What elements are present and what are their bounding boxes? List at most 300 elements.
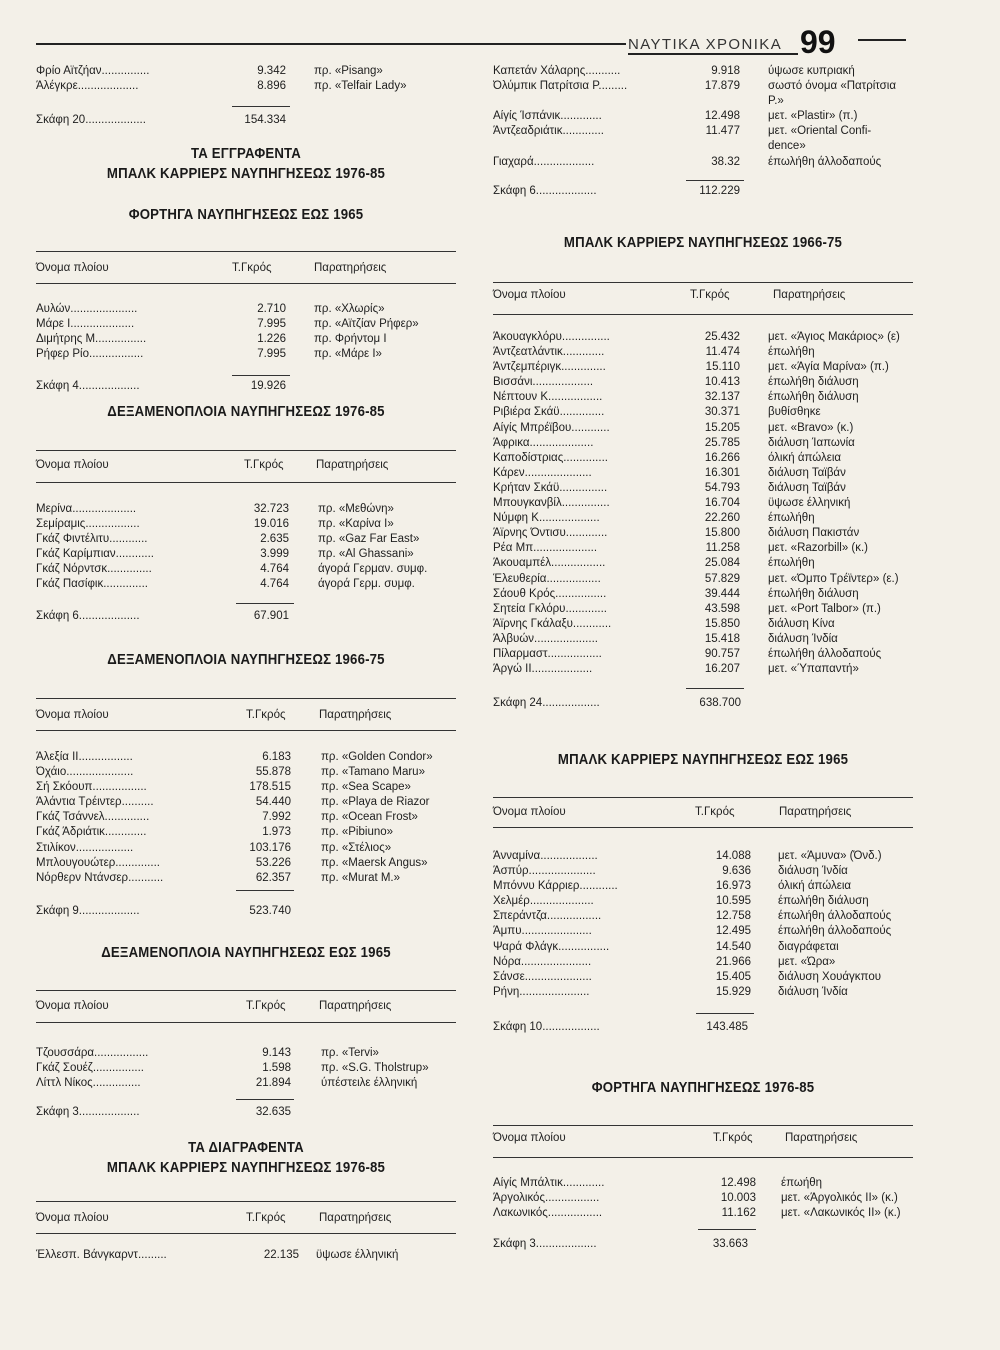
table-rule [36,1201,456,1202]
column-header-tonnage: Τ.Γκρός [713,1132,753,1144]
gross-tonnage: 3.999 [260,548,289,561]
sum-rule [696,1013,754,1014]
gross-tonnage: 54.793 [704,481,740,494]
ship-name: Γκάζ Άδριάτικ............. [36,826,147,839]
table-row [36,780,456,795]
table-row [493,864,913,879]
ship-name: Άκουαμπέλ................. [493,557,606,570]
table-row [493,924,913,939]
column-header-remarks: Παρατηρήσεις [314,262,387,274]
table-row [493,124,913,139]
total-value: 143.485 [706,1021,748,1033]
ship-name: Καπετάν Χάλαρης........... [493,65,621,77]
remarks: διάλυση Ίνδία [778,985,848,998]
remarks: έπωλήθη άλλοδαπούς [778,910,892,923]
section-title-cargo-7685: ΦΟΡΤΗΓΑ ΝΑΥΠΗΓΗΣΕΩΣ 1976-85 [591,1079,815,1096]
section-title-deleted [61,1138,431,1178]
gross-tonnage: 25.084 [704,557,740,570]
table-header [36,1000,456,1014]
gross-tonnage: 10.595 [715,895,751,908]
ship-name: Μπλουγουώτερ.............. [36,856,160,869]
column-header-name: Όνομα πλοίου [493,289,566,301]
ship-name: Άμπυ...................... [493,925,592,938]
column-header-remarks: Παρατηρήσεις [785,1132,858,1144]
gross-tonnage: 19.016 [253,518,289,531]
sum-rule [686,180,744,181]
ship-name: Γκάζ Πασίφικ.............. [36,578,148,591]
gross-tonnage: 12.498 [720,1177,756,1189]
ship-name: Άφρικα.................... [493,436,594,449]
gross-tonnage: 10.413 [704,376,740,389]
column-header-name: Όνομα πλοίου [36,262,109,274]
header-rule-left [36,43,626,45]
ship-name: Άλβυών.................... [493,632,598,645]
bulk-6675-table [493,330,913,677]
tankers-65-table [36,1046,456,1091]
table-row [493,894,913,909]
remarks: Ρ.» [768,95,784,108]
ship-name: Ψαρά Φλάγκ................ [493,940,610,953]
remarks: ϋψωσε έλληνική [768,497,851,510]
remarks: μετ. «Άμυνα» (Όνδ.) [778,850,882,862]
gross-tonnage: 2.710 [257,303,286,315]
gross-tonnage: 15.110 [705,361,740,374]
ship-name: Σάνσε..................... [493,970,592,983]
ship-name: Άϊρνης Γκάλαξυ............ [493,617,612,630]
ship-name: Ρέα Μπ.................... [493,542,598,555]
remarks: διάλυση Ίαπωνία [768,436,855,449]
table-row [36,532,456,547]
ship-name: Γιαχαρά................... [493,155,595,168]
table-row [36,856,456,871]
ship-name: Άλάντια Τρέιντερ.......... [36,796,154,809]
table-header [36,262,456,276]
ship-name: Μπουγκανβίλ............... [493,497,610,510]
ship-name: Σητεία Γκλόρυ............. [493,602,607,615]
table-row [36,810,456,825]
table-row [493,985,913,1000]
ship-name: Ριβιέρα Σκάϋ.............. [493,406,605,419]
ship-name: Σάουθ Κρός................ [493,587,607,600]
table-row [493,94,913,109]
table-row [493,360,913,375]
gross-tonnage: 30.371 [704,406,740,419]
table-rule [36,1022,456,1023]
remarks: dence» [768,140,806,153]
column-header-name: Όνομα πλοίου [36,709,109,721]
table-row [493,155,913,170]
column-header-remarks: Παρατηρήσεις [319,709,392,721]
table-row [493,390,913,405]
table-row [36,1046,456,1061]
remarks: έπωλήθη [768,557,815,570]
remarks: όλική άπώλεια [768,451,842,464]
remarks: ύπέστειλε έλληνική [321,1077,418,1090]
remarks: έπωλήθη [768,512,815,525]
section-title-line: ΤΑ ΔΙΑΓΡΑΦΕΝΤΑ [188,1139,304,1156]
column-header-tonnage: Τ.Γκρός [244,459,284,471]
ship-name: Φρίο Αϊτζήαν............... [36,65,150,77]
table-rule [36,450,456,451]
gross-tonnage: 6.183 [262,751,291,763]
table-header [36,1212,456,1226]
table-row [493,849,913,864]
gross-tonnage: 11.258 [705,542,740,555]
total-label: Σκάφη 3................... [493,1238,597,1250]
gross-tonnage: 32.723 [253,503,289,515]
table-row [493,572,913,587]
table-row [36,332,456,347]
table-row [36,64,456,79]
table-row [36,871,456,886]
total-value: 19.926 [250,380,286,392]
remarks: έπωλήθη διάλυση [778,895,869,908]
section-title-tankers-7685: ΔΕΞΑΜΕΝΟΠΛΟΙΑ ΝΑΥΠΗΓΗΣΕΩΣ 1976-85 [107,403,385,420]
table-row [36,1076,456,1091]
table-row [493,451,913,466]
remarks: διάλυση Ίνδία [778,865,848,878]
table-rule [36,698,456,699]
gross-tonnage: 7.995 [257,318,286,331]
remarks: πρ. «Al Ghassani» [318,548,414,561]
table-header [493,1132,913,1146]
ship-name: Έλλεσπ. Βάνγκαρντ......... [36,1249,167,1261]
gross-tonnage: 16.266 [704,451,740,464]
gross-tonnage: 21.966 [715,955,751,968]
remarks: έπωλήθη διάλυση [768,587,859,600]
column-header-remarks: Παρατηρήσεις [319,1000,392,1012]
remarks: μετ. «Άγιος Μακάριος» (ε) [768,331,900,343]
table-rule [36,990,456,991]
gross-tonnage: 4.764 [260,563,289,576]
ship-name: Γκάζ Τσάννελ.............. [36,811,150,824]
table-row [493,526,913,541]
gross-tonnage: 25.785 [704,436,740,449]
column-header-name: Όνομα πλοίου [36,1212,109,1224]
table-row [493,909,913,924]
remarks: μετ. «Bravo» (κ.) [768,421,854,434]
gross-tonnage: 9.636 [722,865,751,878]
table-row [493,602,913,617]
gross-tonnage: 14.540 [715,940,751,953]
total-label: Σκάφη 10.................. [493,1021,600,1033]
remarks: πρ. «S.G. Tholstrup» [321,1062,429,1075]
remarks: μετ. «Ώρα» [778,955,836,968]
gross-tonnage: 22.260 [704,512,740,525]
table-row [493,79,913,94]
table-header [36,709,456,723]
remarks: μετ. «Λακωνικός ΙΙ» (κ.) [781,1207,901,1220]
gross-tonnage: 9.918 [711,65,740,77]
gross-tonnage: 9.143 [262,1047,291,1059]
remarks: έπωλήθη διάλυση [768,391,859,404]
remarks: άγορά Γερμ. συμφ. [318,578,415,591]
ship-name: Άργολικός................. [493,1192,600,1205]
column-header-tonnage: Τ.Γκρός [695,806,735,818]
ship-name: Κάρεν..................... [493,466,592,479]
table-row [36,841,456,856]
remarks: έπωλήθη [768,346,815,359]
gross-tonnage: 21.894 [255,1077,291,1090]
gross-tonnage: 14.088 [715,850,751,862]
table-rule [493,827,913,828]
ship-name: Άϊρνης Όντισυ............. [493,527,608,540]
ship-name: Γκάζ Φιντέλιτυ............ [36,533,148,546]
gross-tonnage: 103.176 [249,841,291,854]
gross-tonnage: 43.598 [704,602,740,615]
gross-tonnage: 12.758 [715,910,751,923]
ship-name: Αυλών..................... [36,303,138,315]
right-top-table [493,64,913,170]
gross-tonnage: 15.800 [704,527,740,540]
section-title-line: ΤΑ ΕΓΓΡΑΦΕΝΤΑ [190,145,302,162]
table-row [493,955,913,970]
column-header-tonnage: Τ.Γκρός [246,1000,286,1012]
sum-rule [232,106,290,107]
remarks: έπωήθη [781,1177,823,1189]
gross-tonnage: 1.598 [262,1062,291,1075]
remarks: διάλυση Χουάγκπου [778,970,882,983]
total-label: Σκάφη 24.................. [493,697,600,709]
section-title-line: ΜΠΑΛΚ ΚΑΡΡΙΕΡΣ ΝΑΥΠΗΓΗΣΕΩΣ 1976-85 [106,1159,386,1176]
remarks: έπωλήθη άλλοδαπούς [768,647,882,660]
column-header-name: Όνομα πλοίου [493,806,566,818]
remarks: πρ. «Ocean Frost» [321,811,418,824]
remarks: μετ. «Plastir» (π.) [768,110,858,123]
ship-name: Χελμέρ.................... [493,895,594,908]
left-top-table [36,64,456,94]
gross-tonnage: 1.973 [262,826,291,839]
total-value: 523.740 [249,905,291,917]
ship-name: Γκάζ Σουέζ................ [36,1062,144,1075]
ship-name: Άκουαγκλόρυ............... [493,331,610,343]
remarks: διάλυση Ταϊβάν [768,481,846,494]
table-row [493,662,913,677]
gross-tonnage: 54.440 [255,796,291,809]
table-row [493,109,913,124]
remarks: πρ. «Χλωρίς» [314,303,385,315]
remarks: έπωλήθη διάλυση [768,376,859,389]
table-row [36,502,456,517]
table-row [493,481,913,496]
ship-name: Κρήταν Σκάϋ............... [493,481,608,494]
table-row [493,879,913,894]
remarks: πρ. «Sea Scape» [321,781,411,794]
remarks: έπωλήθη άλλοδαπούς [778,925,892,938]
gross-tonnage: 38.32 [711,155,740,168]
table-row [493,64,913,79]
remarks: μετ. «Όμπο Τρέϊντερ» (ε.) [768,572,899,585]
table-row [36,302,456,317]
gross-tonnage: 7.995 [257,348,286,361]
sum-rule [236,890,294,891]
section-title-registered [61,144,431,184]
section-title-bulk-6675: ΜΠΑΛΚ ΚΑΡΡΙΕΡΣ ΝΑΥΠΗΓΗΣΕΩΣ 1966-75 [563,234,843,251]
total-value: 112.229 [699,185,740,197]
ship-name: Νύμφη Κ................... [493,512,600,525]
table-rule [493,1157,913,1158]
remarks: διάλυση Πακιστάν [768,527,860,540]
column-header-remarks: Παρατηρήσεις [773,289,846,301]
gross-tonnage: 16.207 [704,663,740,676]
gross-tonnage: 4.764 [260,578,289,591]
tankers-7685-table [36,502,456,593]
column-header-tonnage: Τ.Γκρός [246,1212,286,1224]
remarks: πρ. «Murat M.» [321,871,401,884]
gross-tonnage: 53.226 [255,856,291,869]
ship-name: Πίλαρμαστ................. [493,647,602,660]
remarks: διάλυση Ταϊβάν [768,466,846,479]
gross-tonnage: 12.498 [704,110,740,123]
table-row [36,577,456,592]
gross-tonnage: 16.301 [704,466,740,479]
table-row [493,1176,913,1191]
ship-name: Άνναμίνα.................. [493,850,598,862]
total-label: Σκάφη 4................... [36,380,140,392]
ship-name: Άντζεμπέριγκ.............. [493,361,606,374]
bulk-65-table [493,849,913,1000]
column-header-remarks: Παρατηρήσεις [779,806,852,818]
table-rule [493,797,913,798]
gross-tonnage: 32.137 [704,391,740,404]
section-title-cargo-65: ΦΟΡΤΗΓΑ ΝΑΥΠΗΓΗΣΕΩΣ ΕΩΣ 1965 [128,206,364,223]
table-row [36,547,456,562]
table-row [493,1206,913,1221]
gross-tonnage: 11.474 [705,346,740,359]
table-header [493,806,913,820]
ship-name: Λακωνικός................. [493,1207,603,1220]
ship-name: Σπεράντζα................. [493,910,602,923]
remarks: μετ. «Port Talbor» (π.) [768,602,881,615]
total-value: 154.334 [244,114,286,126]
gross-tonnage: 55.878 [255,766,291,779]
ship-name: Γκάζ Καρίμπιαν............ [36,548,154,561]
total-value: 32.635 [255,1106,291,1118]
ship-name: Άντζεατλάντικ............. [493,346,605,359]
column-header-tonnage: Τ.Γκρός [690,289,730,301]
table-row [493,940,913,955]
table-rule [36,730,456,731]
sum-rule [236,603,294,604]
tankers-6675-table [36,750,456,886]
remarks: μετ. «Razorbill» (κ.) [768,542,869,555]
ship-name: Στιλίκον.................. [36,841,134,854]
table-row [36,765,456,780]
table-row [493,421,913,436]
table-rule [493,282,913,283]
table-row [36,517,456,532]
table-row [493,330,913,345]
table-row [36,347,456,362]
column-header-tonnage: Τ.Γκρός [246,709,286,721]
ship-name: Άσπύρ..................... [493,865,596,878]
remarks: πρ. «Tamano Maru» [321,766,425,779]
total-label: Σκάφη 20................... [36,114,146,126]
remarks: πρ. «Καρίνα Ι» [318,518,394,531]
ship-name: Άργώ ΙΙ................... [493,663,593,676]
remarks: πρ. «Μεθώνη» [318,503,394,515]
gross-tonnage: 17.879 [704,80,740,93]
section-title-line: ΜΠΑΛΚ ΚΑΡΡΙΕΡΣ ΝΑΥΠΗΓΗΣΕΩΣ 1976-85 [106,165,386,182]
table-row [493,1191,913,1206]
remarks: σωστό όνομα «Πατρίτσια [768,80,896,93]
table-row [36,1248,456,1263]
ship-name: Νόρα...................... [493,955,592,968]
remarks: μετ. «Oriental Confi- [768,125,872,138]
remarks: μετ. «Ύπαπαντή» [768,663,859,676]
sum-rule [236,1099,294,1100]
remarks: άγορά Γερμαν. συμφ. [318,563,428,576]
gross-tonnage: 15.850 [704,617,740,630]
gross-tonnage: 25.432 [704,331,740,343]
table-rule [493,1125,913,1126]
total-label: Σκάφη 9................... [36,905,140,917]
remarks: ϋψωσε έλληνική [316,1249,399,1261]
table-row [36,1061,456,1076]
ship-name: Νέπτουν Κ................. [493,391,603,404]
remarks: πρ. «Pisang» [314,65,383,77]
table-row [493,541,913,556]
table-row [36,795,456,810]
table-row [493,970,913,985]
sum-rule [698,1229,756,1230]
section-title-bulk-65: ΜΠΑΛΚ ΚΑΡΡΙΕΡΣ ΝΑΥΠΗΓΗΣΕΩΣ ΕΩΣ 1965 [557,751,849,768]
table-row [36,317,456,332]
ship-name: Ρήφερ Ρίο................. [36,348,144,361]
total-value: 638.700 [699,697,741,709]
gross-tonnage: 15.205 [704,421,740,434]
remarks: πρ. «Playa de Riazor [321,796,430,809]
cargo-65-table [36,302,456,362]
ship-name: Βισσάνι................... [493,376,594,389]
gross-tonnage: 178.515 [249,781,291,794]
table-row [493,139,913,154]
ship-name: Άντζεαδριάτικ............. [493,125,604,138]
remarks: μετ. «Άγία Μαρίνα» (π.) [768,361,889,374]
table-rule [36,482,456,483]
remarks: έπωλήθη άλλοδαπούς [768,155,882,168]
sum-rule [232,375,290,376]
total-label: Σκάφη 6................... [493,185,597,197]
remarks: πρ. «Gaz Far East» [318,533,420,546]
remarks: βυθίσθηκε [768,406,821,419]
gross-tonnage: 1.226 [257,333,286,346]
ship-name: Καποδίστριας.............. [493,451,608,464]
gross-tonnage: 15.418 [704,632,740,645]
table-row [493,405,913,420]
header-rule-under-title [628,53,798,55]
gross-tonnage: 15.405 [715,970,751,983]
remarks: διάλυση Κίνα [768,617,835,630]
ship-name: Άλεξία ΙΙ................. [36,751,133,763]
magazine-title: ΝΑΥΤΙΚΑ ΧΡΟΝΙΚΑ [628,36,783,53]
table-row [493,617,913,632]
remarks: ύψωσε κυπριακή [768,65,855,77]
cargo-7685-table [493,1176,913,1221]
gross-tonnage: 7.992 [262,811,291,824]
gross-tonnage: 90.757 [704,647,740,660]
remarks: πρ. «Telfair Lady» [314,80,407,93]
ship-name: Όλύμπικ Πατρίτσια Ρ......... [493,80,628,93]
table-row [493,436,913,451]
ship-name: Αίγίς Μπάλτικ............. [493,1177,605,1189]
remarks: πρ. «Μάρε Ι» [314,348,382,361]
ship-name: Σή Σκόουπ................. [36,781,147,794]
column-header-tonnage: Τ.Γκρός [232,262,272,274]
deleted-table [36,1248,456,1263]
gross-tonnage: 39.444 [704,587,740,600]
ship-name: Έλευθερία................. [493,572,601,585]
